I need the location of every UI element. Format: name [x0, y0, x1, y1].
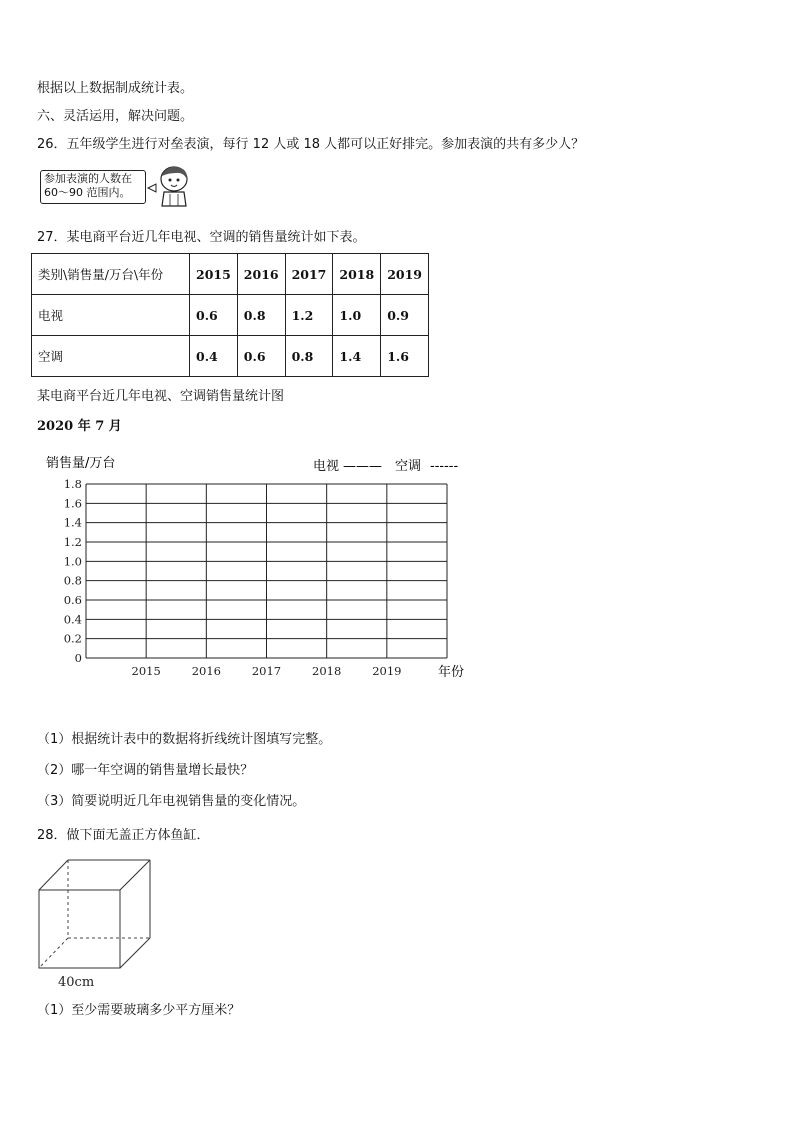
intro-text: 根据以上数据制成统计表。: [37, 81, 194, 96]
y-tick-label: 1.6: [63, 496, 82, 511]
question-26: 26．五年级学生进行对垒表演，每行 12 人或 18 人都可以正好排完。参加表演的共有多少人？: [37, 137, 585, 152]
table-cell: 0.8: [237, 295, 285, 336]
year-header: 2016: [237, 254, 285, 295]
sub-question-1: （1）根据统计表中的数据将折线统计图填写完整。: [37, 732, 332, 747]
table-cell: 1.6: [381, 336, 429, 377]
table-cell: 0.8: [285, 336, 333, 377]
table-cell: 0.6: [237, 336, 285, 377]
y-tick-label: 0.4: [63, 612, 82, 627]
speech-bubble: [40, 170, 148, 204]
question-28: 28．做下面无盖正方体鱼缸．: [37, 828, 210, 843]
year-header: 2018: [333, 254, 381, 295]
y-tick-label: 0.8: [63, 573, 82, 588]
table-corner-header: 类别\销售量/万台\年份: [32, 254, 190, 295]
table-cell: 1.0: [333, 295, 381, 336]
x-tick-label: 2016: [191, 664, 221, 678]
legend-tv-mark: ———: [343, 459, 382, 474]
question-28-sub-1: （1）至少需要玻璃多少平方厘米？: [37, 1003, 241, 1018]
year-header: 2015: [190, 254, 238, 295]
y-tick-label: 0.6: [63, 593, 82, 607]
table-cell: 0.4: [190, 336, 238, 377]
row-label: 电视: [32, 295, 190, 336]
question-27: 27．某电商平台近几年电视、空调的销售量统计如下表。: [37, 230, 366, 245]
table-cell: 1.2: [285, 295, 333, 336]
table-cell: 0.9: [381, 295, 429, 336]
y-tick-label: 1.0: [63, 554, 82, 569]
y-tick-label: 1.4: [63, 515, 82, 530]
y-tick-labels: [64, 477, 82, 665]
sub-question-3: （3）简要说明近几年电视销售量的变化情况。: [37, 794, 306, 809]
chart-grid: [86, 484, 447, 658]
section-heading: 六、灵活运用，解决问题。: [37, 109, 194, 124]
x-tick-label: 2018: [312, 664, 342, 678]
x-tick-label: 2015: [131, 664, 161, 678]
y-tick-label: 1.8: [63, 477, 82, 491]
chart-caption: 某电商平台近几年电视、空调销售量统计图: [37, 389, 285, 404]
y-axis-label: 销售量/万台: [46, 456, 116, 471]
x-tick-label: 2017: [251, 664, 282, 678]
table-cell: 0.6: [190, 295, 238, 336]
row-label: 空调: [32, 336, 190, 377]
table-cell: 1.4: [333, 336, 381, 377]
bubble-line-1: 参加表演的人数在: [44, 172, 132, 185]
girl-illustration: [146, 164, 196, 208]
legend-tv-label: 电视: [313, 459, 340, 474]
year-header: 2017: [285, 254, 333, 295]
table-header-row: [32, 254, 429, 295]
bubble-line-2: 60～90 范围内。: [44, 186, 131, 199]
x-tick-label: 2019: [372, 664, 402, 678]
legend-ac-mark: ------: [430, 459, 459, 474]
legend-ac-label: 空调: [395, 459, 422, 474]
table-row: [32, 336, 429, 377]
sub-question-2: （2）哪一年空调的销售量增长最快？: [37, 763, 254, 778]
y-tick-label: 0: [74, 651, 82, 665]
edge-length-label: 40cm: [58, 975, 95, 990]
table-row: [32, 295, 429, 336]
y-tick-label: 0.2: [63, 631, 82, 646]
x-axis-label: 年份: [438, 665, 465, 680]
line-chart: [0, 440, 794, 690]
sales-table: [31, 253, 429, 377]
open-cube-diagram: [30, 852, 190, 992]
year-header: 2019: [381, 254, 429, 295]
chart-date: 2020 年 7 月: [37, 419, 122, 434]
y-tick-label: 1.2: [63, 535, 82, 549]
x-tick-labels: [132, 664, 402, 678]
